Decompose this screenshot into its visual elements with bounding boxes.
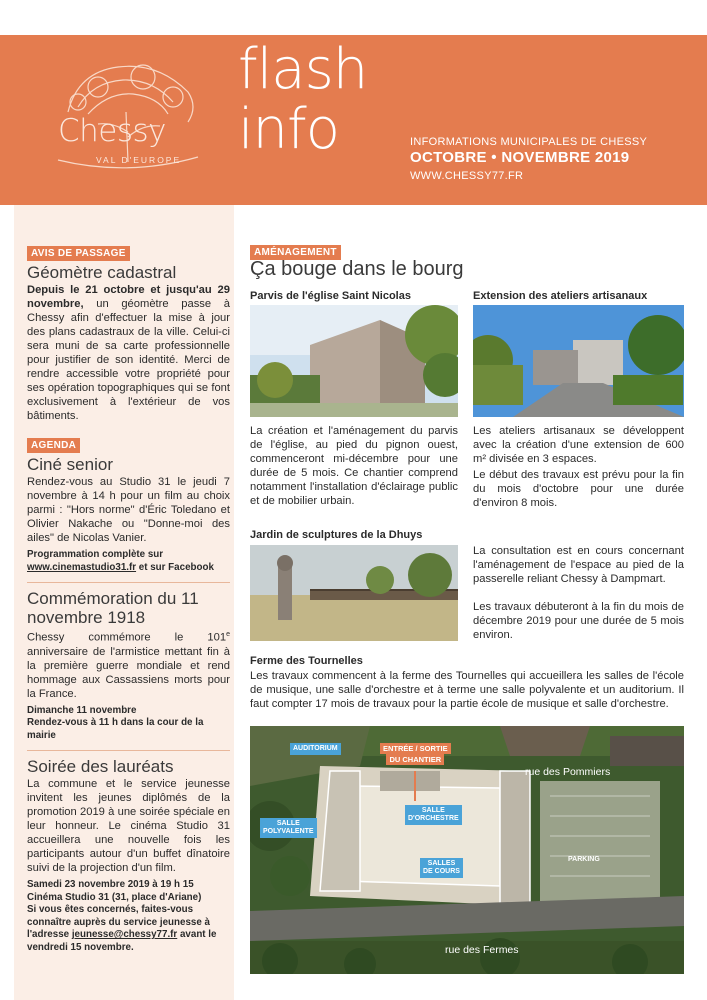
- jardin-text-1: La consultation est en cours concernant l'aménagement de l'espace au pied de la passerelle reliant Chessy à Dampmart.: [473, 545, 684, 585]
- jardin-text-2: Les travaux débuteront à la fin du mois de décembre 2019 pour une durée de 5 mois environ.: [473, 601, 684, 641]
- header-subtitle: INFORMATIONS MUNICIPALES DE CHESSY: [410, 136, 648, 148]
- laureats-details: Samedi 23 novembre 2019 à 19 h 15 Cinéma Studio 31 (31, place d'Ariane) Si vous êtes concernés, faites-vous connaître auprès du service jeunesse à l'adresse jeunesse@chessy77.fr avant le vendredi 15 novembre.: [27, 879, 217, 953]
- workshop-photo: [473, 305, 684, 417]
- section-title-geometre: Géomètre cadastral: [27, 263, 177, 282]
- section-title-commemoration: Commémoration du 11 novembre 1918: [27, 589, 199, 627]
- map-label-cours: SALLES DE COURS: [420, 858, 463, 878]
- jardin-title: Jardin de sculptures de la Dhuys: [250, 529, 423, 541]
- cine-programme: Programmation complète sur www.cinemastudio31.fr et sur Facebook: [27, 549, 214, 573]
- street-rue-pommiers: rue des Pommiers: [525, 766, 611, 778]
- geometre-text: Depuis le 21 octobre et jusqu'au 29 novembre, un géomètre passe à Chessy afin d'effectuer la mise à jour des plans cadastraux de la ville. Celui-ci sera muni de sa carte professionnelle pour justifier de son identité. Merci de rendre accessible votre propriété pour ses opération topographiques qui se font exclusivement à l'extérieur de vos bâtiments.: [27, 284, 230, 422]
- masthead-flash: flash: [238, 37, 368, 102]
- section-title-cine: Ciné senior: [27, 455, 113, 474]
- logo-subtitle: VAL D'EUROPE: [96, 155, 182, 165]
- map-label-parking: PARKING: [568, 856, 600, 863]
- parvis-title: Parvis de l'église Saint Nicolas: [250, 290, 411, 302]
- church-photo: [250, 305, 458, 417]
- map-label-auditorium: AUDITORIUM: [290, 743, 341, 755]
- commemoration-text: Chessy commémore le 101e anniversaire de l'armistice mettant fin à la première guerre mondiale et rend hommage aux Cassassiens morts pour la France.: [27, 631, 230, 700]
- divider: [27, 582, 230, 583]
- masthead-info: info: [238, 97, 340, 162]
- header-period: OCTOBRE • NOVEMBRE 2019: [410, 149, 630, 166]
- ateliers-text-2: Le début des travaux est prévu pour la fin du mois d'octobre pour une durée d'environ 8 mois.: [473, 469, 684, 509]
- section-tag-agenda: AGENDA: [27, 438, 80, 453]
- sculpture-garden-photo: [250, 545, 458, 641]
- street-rue-fermes: rue des Fermes: [445, 944, 519, 956]
- ateliers-title: Extension des ateliers artisanaux: [473, 290, 648, 302]
- section-title-laureats: Soirée des lauréats: [27, 757, 174, 777]
- ateliers-text-1: Les ateliers artisanaux se développent avec la création d'une extension de 600 m² divisée en 3 espaces.: [473, 425, 684, 465]
- commemoration-date: Dimanche 11 novembre Rendez-vous à 11 h dans la cour de la mairie: [27, 704, 204, 741]
- ferme-title: Ferme des Tournelles: [250, 655, 363, 667]
- section-tag-avis: AVIS DE PASSAGE: [27, 246, 130, 261]
- cine-text: Rendez-vous au Studio 31 le jeudi 7 novembre à 14 h pour un film au choix parmi : "Hors norme" d'Éric Toledano et Olivier Nakache ou "Donne-moi des ailes" de Nicolas Vanier.: [27, 476, 230, 544]
- email-link[interactable]: jeunesse@chessy77.fr: [71, 929, 178, 941]
- site-aerial-map: [250, 726, 684, 974]
- ferme-text: Les travaux commencent à la ferme des Tournelles qui accueillera les salles de l'école de musique, une salle d'orchestre et à terme une salle polyvalente et un auditorium. Il faut compter 17 mois de travaux pour la partie école de musique et salle d'orchestre.: [250, 670, 684, 710]
- cinema-link[interactable]: www.cinemastudio31.fr: [27, 561, 137, 573]
- aerial-photo: [250, 726, 684, 974]
- laureats-text: La commune et le service jeunesse invitent les jeunes diplômés de la promotion 2019 à une soirée spéciale en leur honneur. Le cinéma Studio 31 accueillera une nouvelle fois les participants autour d'un buffet dînatoire suivi de la projection d'un film.: [27, 778, 230, 875]
- map-label-entree: ENTRÉE / SORTIE DU CHANTIER: [380, 743, 451, 765]
- left-column: [14, 205, 234, 1000]
- map-label-polyvalente: SALLE POLYVALENTE: [260, 818, 317, 838]
- section-tag-amenagement: AMÉNAGEMENT: [250, 245, 341, 260]
- divider: [27, 750, 230, 751]
- map-label-orchestre: SALLE D'ORCHESTRE: [405, 805, 462, 825]
- header-website: WWW.CHESSY77.FR: [410, 170, 524, 182]
- section-title-bourg: Ça bouge dans le bourg: [250, 258, 464, 280]
- logo-name: Chessy: [58, 113, 167, 149]
- parvis-text: La création et l'aménagement du parvis de l'église, au pied du pignon ouest, commenceront mi-décembre pour une durée de 5 mois. Ce chantier comprend notamment l'installation d'éclairage public et de mobilier urbain.: [250, 425, 458, 507]
